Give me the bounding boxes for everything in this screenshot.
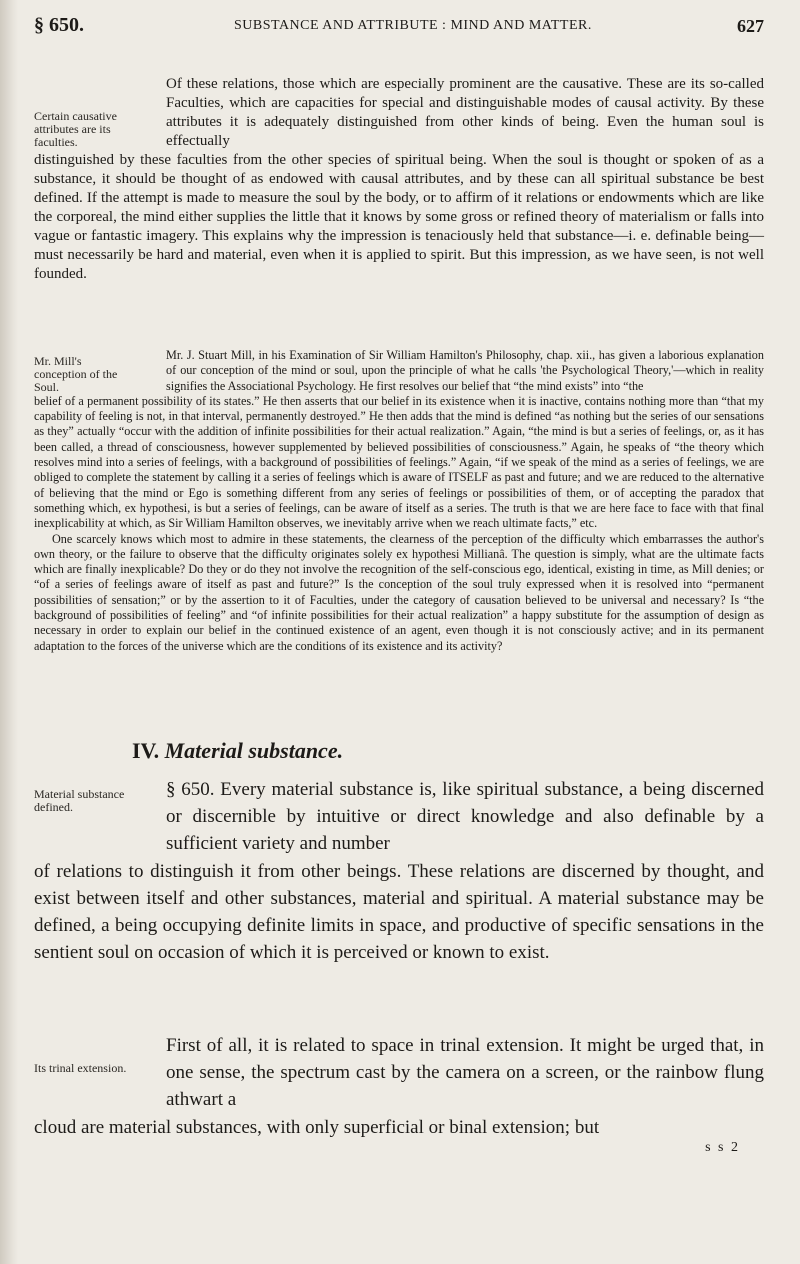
paragraph-trinal: [34, 1032, 764, 1141]
paragraph-causative: [34, 75, 764, 284]
margin-note-mill: Mr. Mill's conception of the Soul.: [34, 354, 118, 394]
section-heading: [132, 738, 343, 764]
margin-note-causative: Certain causative attributes are its faculties.: [34, 109, 117, 149]
paragraph-text: cloud are material substances, with only superficial or binal extension; but: [34, 1116, 600, 1138]
page-number: 627: [737, 16, 764, 36]
page-header: [34, 14, 764, 42]
section-reference: § 650.: [34, 14, 84, 36]
margin-note-trinal: Its trinal extension.: [34, 1061, 127, 1075]
paragraph-material-substance: [34, 776, 764, 966]
paragraph-mill: [34, 348, 764, 654]
paragraph-text: Mr. J. Stuart Mill, in his Examination of Sir William Hamilton's Philosophy, chap. xii., has given a laborious explanation of our conception of the mind or soul, upon the principle of what he calls 'the Psychological Theory,'—which in reality signifies the Associational Psychology. He first resolves our belief that “the mind exists” into “the: [166, 348, 764, 393]
paragraph-text: Of these relations, those which are especially prominent are the causative. These are its so-called Faculties, which are capacities for special and distinguishable modes of causal activity. By these attributes it is adequately distinguished from other kinds of being. Even the human soul is effectually: [166, 76, 764, 149]
page-edge-shadow: [0, 0, 18, 1264]
paragraph-text: distinguished by these faculties from the other species of spiritual being. When the soul is thought or spoken of as a substance, it should be thought of as endowed with causal attributes, and by these can all spiritual substance be best defined. If the attempt is made to measure the soul by the body, or to affirm of it relations or endowments which are like the corporeal, the mind either supplies the little that it knows by some gross or refined theory of materialism or falls into vague or fantastic imagery. This explains why the impression is tenaciously held that substance—i. e. definable being—must necessarily be hard and material, even when it is applied to spirit. But this impression, as we have seen, is not well founded.: [34, 152, 764, 282]
paragraph-text: First of all, it is related to space in trinal extension. It might be urged that, in one sense, the spectrum cast by the camera on a screen, or the rainbow flung athwart a: [166, 1035, 764, 1111]
printer-signature: s s 2: [705, 1140, 740, 1155]
heading-text: Material substance.: [164, 738, 344, 763]
heading-number: IV.: [132, 738, 160, 763]
paragraph-text: of relations to distinguish it from other beings. These relations are discerned by thought, and exist between itself and other substances, material and spiritual. A material substance may be defined, a being occupying definite limits in space, and productive of specific sensations in the sentient soul on occasion of which it is perceived or known to exist.: [34, 860, 764, 964]
paragraph-text: One scarcely knows which most to admire in these statements, the clearness of the perception of the difficulty which embarrasses the author's own theory, or the failure to observe that the difficulty originates solely ex hypothesi Millianâ. The question is simply, what are the ultimate facts which are finally inexplicable? Do they or do they not involve the recognition of the self-conscious ego, identical, existing in time, as Mill denies; or “of a series of feelings aware of itself as past and future?” Is the conception of the soul truly expressed when it is resolved into “permanent possibilities of sensation;” or by the assertion to it of Faculties, under the category of causation believed to be universal and necessary? Is “the background of possibilities of feeling” and “of infinite possibilities for their actual realization” a happy substitute for the assumption of design as necessary in order to explain our belief in the continued existence of an agent, even though it is not consciously active; and in its permanent adaptation to the forces of the universe which are the conditions of its existence and its activity?: [34, 531, 764, 653]
paragraph-text: § 650. Every material substance is, like spiritual substance, a being discerned or discernible by intuitive or direct knowledge and also definable by a sufficient variety and number: [166, 779, 764, 855]
running-head: SUBSTANCE AND ATTRIBUTE : MIND AND MATTER.: [234, 18, 592, 33]
paragraph-text: belief of a permanent possibility of its states.” He then asserts that our belief in its existence when it is inactive, contains nothing more than “that my capability of feeling is not, in that interval, permanently destroyed.” He then adds that the mind is defined “as nothing but the series of our sensations as they” actually “occur with the addition of infinite possibilities for their actual realization.” Again, “the mind is but a series of feelings, or, as it has been called, a thread of consciousness, however supplemented by believed possibilities of consciousness.” Again, he speaks of “the theory which resolves mind into a series of feelings, with a background of possibilities of feelings.” Again, “if we speak of the mind as a series of feelings, we are obliged to complete the statement by calling it a series of feelings which is aware of ITSELF as past and future; and we are reduced to the alternative of believing that the mind or Ego is something different from any series of feelings or possibilities of them, or of accepting the paradox that something which, ex hypothesi, is but a series of feelings, can be aware of itself as a series. The truth is that we are here face to face with that final inexplicability at which, as Sir William Hamilton observes, we inevitably arrive when we reach ultimate facts,” etc.: [34, 393, 764, 531]
margin-note-material: Material substance defined.: [34, 787, 125, 814]
